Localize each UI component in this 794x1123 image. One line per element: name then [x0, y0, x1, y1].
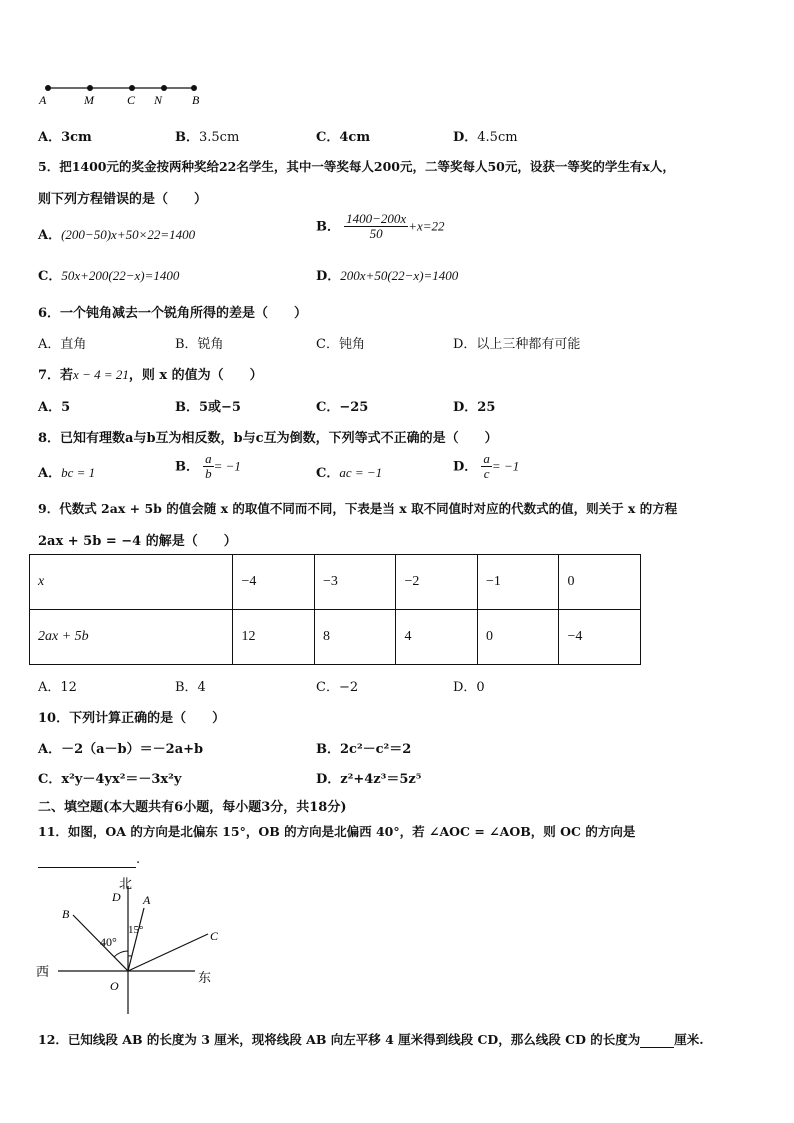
angle-a-label: 15° — [128, 924, 144, 936]
label-a: A — [143, 893, 151, 907]
q9-stem-line2: 2ax + 5b = −4 的解是（ ） — [38, 534, 237, 549]
q7-option-b[interactable]: B．5或−5 — [175, 400, 241, 415]
segment-figure — [34, 80, 214, 110]
q11-answer-blank[interactable] — [38, 852, 140, 868]
q5-stem-line1: 5．把1400元的奖金按两种奖给22名学生，其中一等奖每人200元，二等奖每人50元，设获一等奖的学生有x人， — [38, 159, 675, 174]
q6-option-a[interactable]: A．直角 — [38, 337, 87, 352]
q8-option-c[interactable]: C．ac = −1 — [316, 465, 383, 481]
north-label: 北 — [119, 877, 133, 892]
q4-option-a[interactable]: A．3cm — [38, 130, 92, 145]
q9-option-c[interactable]: C．−2 — [316, 680, 359, 695]
q11-stem: 11．如图，OA 的方向是北偏东 15°，OB 的方向是北偏西 40°，若 ∠AOC = ∠AOB，则 OC 的方向是 — [38, 824, 636, 839]
q8-option-a[interactable]: A．bc = 1 — [38, 465, 96, 481]
q6-option-d[interactable]: D．以上三种都有可能 — [453, 337, 581, 352]
east-label: 东 — [198, 971, 212, 986]
q7-stem: 7．若x − 4 = 21，则 x 的值为（ ） — [38, 367, 263, 383]
section-heading: 二、填空题(本大题共有6小题，每小题3分，共18分) — [38, 800, 347, 815]
q12-stem: 12．已知线段 AB 的长度为 3 厘米，现将线段 AB 向左平移 4 厘米得到线段 CD，那么线段 CD 的长度为 厘米. — [38, 1032, 704, 1047]
q7-option-d[interactable]: D．25 — [453, 400, 496, 415]
table-cell: −3 — [314, 555, 396, 610]
q5-option-c[interactable]: C．50x+200(22−x)=1400 — [38, 268, 180, 284]
table-cell: 12 — [233, 610, 315, 665]
q8-stem: 8．已知有理数a与b互为相反数，b与c互为倒数，下列等式不正确的是（ ） — [38, 431, 498, 446]
q9-option-b[interactable]: B．4 — [175, 680, 206, 695]
q4-option-d[interactable]: D．4.5cm — [453, 130, 518, 145]
table-row — [30, 555, 641, 610]
point-label-c: C — [127, 93, 136, 107]
point-label-a: A — [39, 93, 47, 107]
q6-option-b[interactable]: B．锐角 — [175, 337, 224, 352]
table-cell: 8 — [314, 610, 396, 665]
table-cell: −4 — [559, 610, 641, 665]
q7-option-c[interactable]: C．−25 — [316, 400, 369, 415]
q9-value-table — [29, 554, 641, 665]
q4-option-c[interactable]: C．4cm — [316, 130, 371, 145]
q5-option-b[interactable]: B． $\frac{1400-200x}{50}$ +x=22 — [316, 211, 445, 242]
q5-option-d[interactable]: D．200x+50(22−x)=1400 — [316, 268, 459, 284]
q6-stem: 6．一个钝角减去一个锐角所得的差是（ ） — [38, 306, 308, 321]
point-label-n: N — [154, 93, 163, 107]
q10-stem: 10．下列计算正确的是（ ） — [38, 711, 226, 726]
q4-option-b[interactable]: B．3.5cm — [175, 130, 240, 145]
point-label-m: M — [84, 93, 94, 107]
q8-option-b[interactable]: B． $\frac{a}{b}$ = −1 — [175, 451, 241, 482]
q12-answer-blank[interactable] — [640, 1032, 674, 1048]
table-cell: −1 — [477, 555, 559, 610]
table-cell: 2ax + 5b — [30, 610, 233, 665]
q9-option-a[interactable]: A．12 — [38, 680, 77, 695]
table-cell: −2 — [396, 555, 478, 610]
west-label: 西 — [36, 965, 50, 980]
q5-option-a[interactable]: A．(200−50)x+50×22=1400 — [38, 227, 196, 243]
table-cell: 0 — [559, 555, 641, 610]
table-cell: 4 — [396, 610, 478, 665]
q9-option-d[interactable]: D．0 — [453, 680, 485, 695]
table-row — [30, 610, 641, 665]
q7-option-a[interactable]: A．5 — [38, 400, 71, 415]
q10-option-d[interactable]: D．z²+4z³＝5z⁵ — [316, 772, 422, 787]
q9-stem-line1: 9．代数式 2ax + 5b 的值会随 x 的取值不同而不同，下表是当 x 取不同值时对应的代数式的值，则关于 x 的方程 — [38, 501, 678, 516]
q10-option-b[interactable]: B．2c²－c²＝2 — [316, 742, 412, 757]
table-cell: −4 — [233, 555, 315, 610]
point-label-b: B — [192, 93, 200, 107]
q10-option-a[interactable]: A．－2（a－b）＝－2a+b — [38, 742, 204, 757]
q6-option-c[interactable]: C．钝角 — [316, 337, 365, 352]
q8-option-d[interactable]: D． $\frac{a}{c}$ = −1 — [453, 451, 520, 482]
q5-stem-line2: 则下列方程错误的是（ ） — [38, 192, 208, 207]
q10-option-c[interactable]: C．x²y－4yx²＝－3x²y — [38, 772, 182, 787]
label-c: C — [210, 929, 219, 943]
label-b: B — [62, 907, 70, 921]
angle-b-label: 40° — [100, 935, 117, 949]
q11-period: . — [136, 852, 141, 867]
label-d: D — [112, 890, 121, 904]
compass-figure — [30, 874, 230, 1019]
table-cell: x — [30, 555, 233, 610]
table-cell: 0 — [477, 610, 559, 665]
label-o: O — [110, 979, 119, 993]
